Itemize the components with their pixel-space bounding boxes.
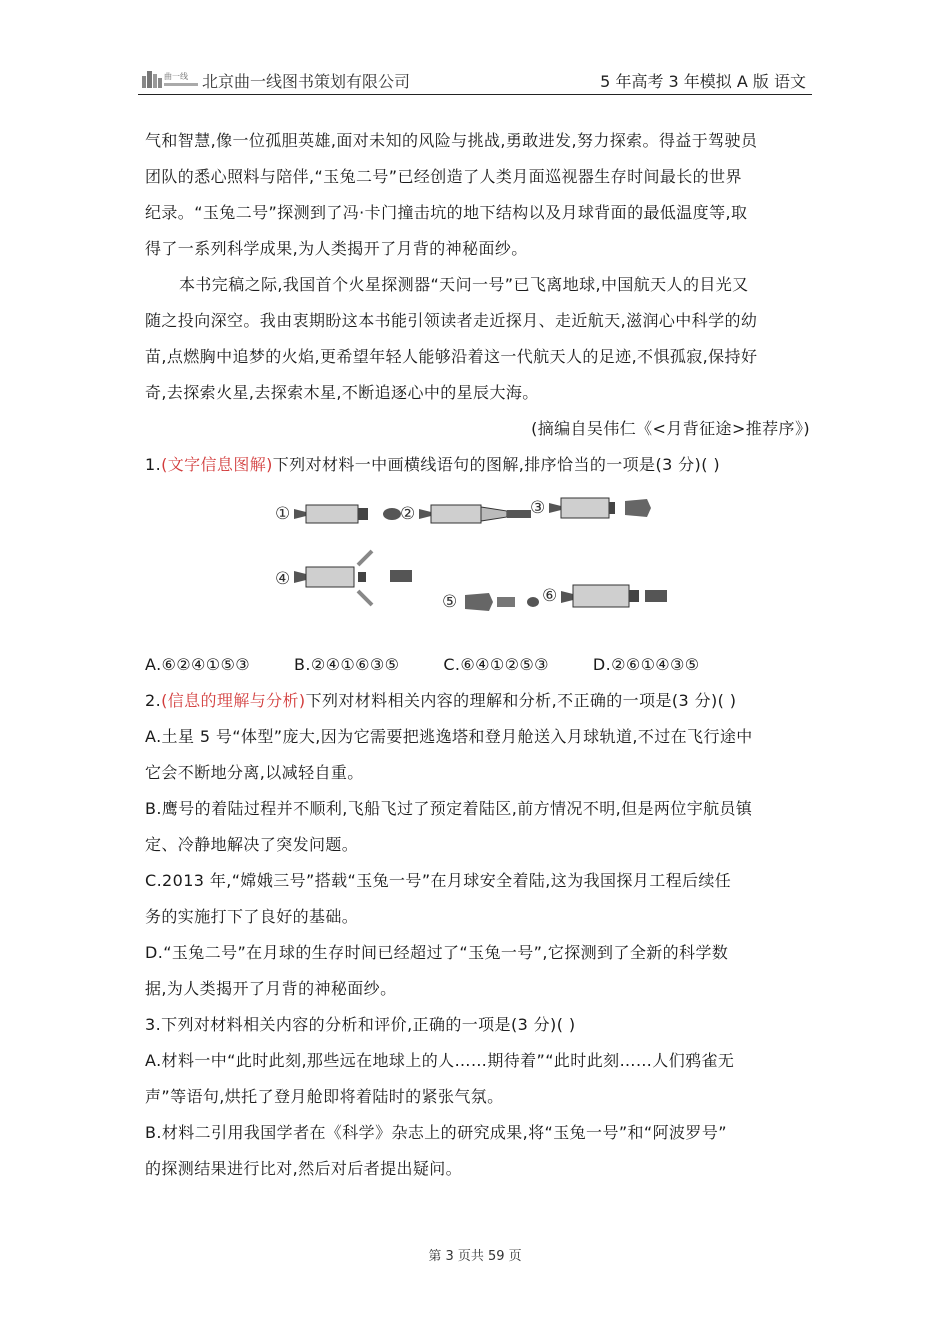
q3-option-b-line: 的探测结果进行比对,然后对后者提出疑问。 xyxy=(145,1159,463,1178)
question-tag: (文字信息图解) xyxy=(161,455,273,474)
passage-line: 团队的悉心照料与陪伴,“玉兔二号”已经创造了人类月面巡视器生存时间最长的世界 xyxy=(145,167,742,186)
rocket-stage-icon xyxy=(292,549,422,609)
question-number: 2. xyxy=(145,691,162,710)
page-header xyxy=(138,64,812,95)
q2-option-a-line: 它会不断地分离,以减轻自重。 xyxy=(145,763,364,782)
figure-item-6 xyxy=(542,579,679,613)
figure-label: ③ xyxy=(530,498,546,518)
figure-label: ⑥ xyxy=(542,586,558,606)
rocket-stage-icon xyxy=(559,579,679,613)
q3-option-b-line[interactable]: B.材料二引用我国学者在《科学》杂志上的研究成果,将“玉兔一号”和“阿波罗号” xyxy=(145,1123,727,1142)
option-d[interactable]: D.②⑥①④③⑤ xyxy=(592,655,700,674)
rocket-stage-icon xyxy=(547,493,667,523)
figure-item-2 xyxy=(400,499,537,529)
q3-option-a-line: 声”等语句,烘托了登月舱即将着陆时的紧张气氛。 xyxy=(145,1087,504,1106)
question-tag: (信息的理解与分析) xyxy=(161,691,306,710)
rocket-stage-icon xyxy=(292,499,402,529)
figure-label: ⑤ xyxy=(442,592,458,612)
rocket-stage-icon xyxy=(417,499,537,529)
q2-option-a-line[interactable]: A.土星 5 号“体型”庞大,因为它需要把逃逸塔和登月舱送入月球轨道,不过在飞行途中 xyxy=(145,727,753,746)
svg-text:曲一线: 曲一线 xyxy=(164,72,188,81)
rocket-stage-figure xyxy=(145,487,810,647)
figure-label: ④ xyxy=(275,569,291,589)
company-logo-icon xyxy=(140,66,200,90)
option-b[interactable]: B.②④①⑥③⑤ xyxy=(294,655,400,674)
figure-item-3 xyxy=(530,493,667,523)
question-text: 下列对材料一中画横线语句的图解,排序恰当的一项是(3 分)( ) xyxy=(272,455,720,474)
q2-option-b-line[interactable]: B.鹰号的着陆过程并不顺利,飞船飞过了预定着陆区,前方情况不明,但是两位宇航员镇 xyxy=(145,799,753,818)
question-3-stem: 3.下列对材料相关内容的分析和评价,正确的一项是(3 分)( ) xyxy=(145,1015,576,1034)
page-content xyxy=(145,123,810,1187)
q2-option-d-line: 据,为人类揭开了月背的神秘面纱。 xyxy=(145,979,397,998)
question-1-stem xyxy=(145,447,810,483)
q3-option-a-line[interactable]: A.材料一中“此时此刻,那些远在地球上的人……期待着”“此时此刻……人们鸦雀无 xyxy=(145,1051,735,1070)
q2-option-c-line[interactable]: C.2013 年,“嫦娥三号”搭载“玉兔一号”在月球安全着陆,这为我国探月工程后续任 xyxy=(145,871,732,890)
page-footer: 第 3 页共 59 页 xyxy=(428,1249,522,1264)
passage-line: 苗,点燃胸中追梦的火焰,更希望年轻人能够沿着这一代航天人的足迹,不惧孤寂,保持好 xyxy=(145,347,758,366)
passage-line: 气和智慧,像一位孤胆英雄,面对未知的风险与挑战,勇敢进发,努力探索。得益于驾驶员 xyxy=(145,131,758,150)
book-title: 5 年高考 3 年模拟 A 版 语文 xyxy=(600,72,806,91)
company-name: 北京曲一线图书策划有限公司 xyxy=(202,72,411,91)
figure-item-4 xyxy=(275,549,422,609)
figure-label: ① xyxy=(275,504,291,524)
rocket-stage-icon xyxy=(459,587,549,617)
passage-line: 本书完稿之际,我国首个火星探测器“天问一号”已飞离地球,中国航天人的目光又 xyxy=(179,275,749,294)
question-number: 1. xyxy=(145,455,162,474)
q2-option-b-line: 定、冷静地解决了突发问题。 xyxy=(145,835,359,854)
passage-line: 得了一系列科学成果,为人类揭开了月背的神秘面纱。 xyxy=(145,239,528,258)
figure-item-1 xyxy=(275,499,402,529)
question-1-options xyxy=(145,647,810,683)
passage-line: 奇,去探索火星,去探索木星,不断追逐心中的星辰大海。 xyxy=(145,383,539,402)
option-a[interactable]: A.⑥②④①⑤③ xyxy=(145,655,251,674)
figure-item-5 xyxy=(442,587,549,617)
q2-option-d-line[interactable]: D.“玉兔二号”在月球的生存时间已经超过了“玉兔一号”,它探测到了全新的科学数 xyxy=(145,943,729,962)
question-2-stem xyxy=(145,683,810,719)
figure-label: ② xyxy=(400,504,416,524)
q2-option-c-line: 务的实施打下了良好的基础。 xyxy=(145,907,359,926)
question-text: 下列对材料相关内容的理解和分析,不正确的一项是(3 分)( ) xyxy=(305,691,737,710)
passage-line: 纪录。“玉兔二号”探测到了冯·卡门撞击坑的地下结构以及月球背面的最低温度等,取 xyxy=(145,203,748,222)
passage-line: 随之投向深空。我由衷期盼这本书能引领读者走近探月、走近航天,滋润心中科学的幼 xyxy=(145,311,758,330)
option-c[interactable]: C.⑥④①②⑤③ xyxy=(443,655,549,674)
passage-source: (摘编自吴伟仁《<月背征途>推荐序》) xyxy=(531,419,810,438)
